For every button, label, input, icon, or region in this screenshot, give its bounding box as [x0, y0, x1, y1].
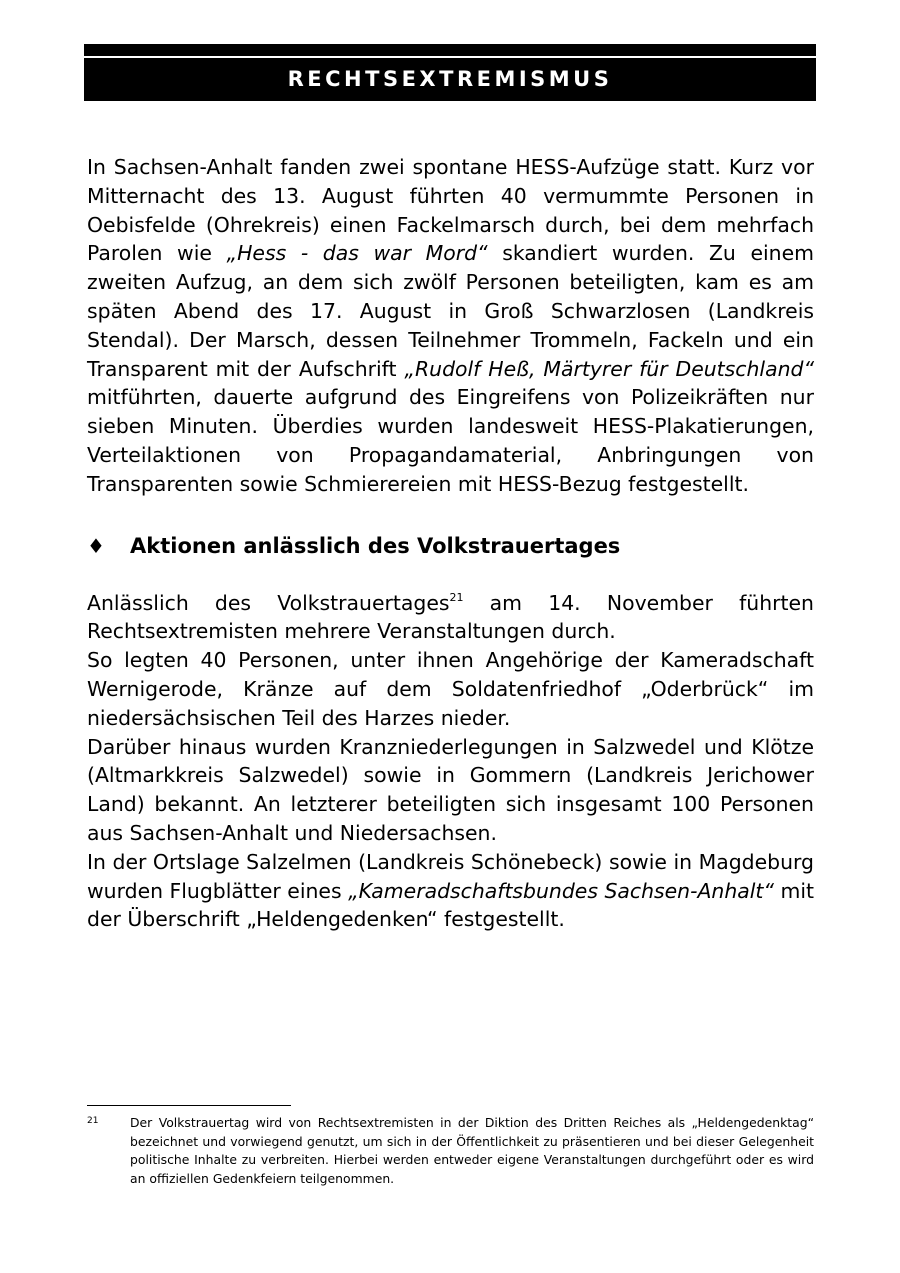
footnote-text: Der Volkstrauertag wird von Rechtsextremisten in der Diktion des Dritten Reiches als „Heldengedenktag“ bezeichnet und vorwiegend genutzt, um sich in der Öffentlichkeit zu präsentieren und bei dieser Gelegenheit politische Inhalte zu verbreiten. Hierbei werden entweder eigene Veranstaltungen durchgeführt oder es wird an offiziellen Gedenkfeiern teilgenommen. — [130, 1115, 814, 1186]
section-paragraph-1 — [87, 589, 814, 647]
main-content — [87, 153, 814, 934]
section-p4-quote: „Kameradschaftsbundes Sachsen-Anhalt“ — [348, 878, 774, 903]
section-p4-text-before: In der Ortslage Salzelmen (Landkreis Schönebeck) sowie in Magdeburg wurden Flugblätter eines — [87, 849, 814, 903]
footnote — [87, 1114, 814, 1188]
section-body — [87, 589, 814, 935]
diamond-bullet-icon: ♦ — [87, 533, 105, 558]
intro-text-1: In Sachsen-Anhalt fanden zwei spontane HESS-Aufzüge statt. Kurz vor Mitternacht des 13. August führten 40 vermummte Personen in Oebisfelde (Ohrekreis) einen Fackelmarsch durch, bei dem mehrfach Parolen wie — [87, 155, 814, 266]
section-paragraph-3: Darüber hinaus wurden Kranzniederlegungen in Salzwedel und Klötze (Altmarkkreis Salzwedel) sowie in Gommern (Landkreis Jerichower Land) bekannt. An letzterer beteiligten sich insgesamt 100 Personen aus Sachsen-Anhalt und Niedersachsen. — [87, 734, 814, 845]
section-p1-text-after: am 14. November führten Rechtsextremisten mehrere Veranstaltungen durch. — [87, 590, 814, 644]
section-paragraph-4 — [87, 848, 814, 934]
footnote-number: 21 — [87, 1116, 99, 1126]
intro-quote-2: „Rudolf Heß, Märtyrer für Deutschland“ — [404, 356, 815, 381]
section-p4-text-after: mit der Überschrift „Heldengedenken“ festgestellt. — [87, 878, 814, 932]
intro-paragraph — [87, 153, 814, 499]
intro-text-3: mitführten, dauerte aufgrund des Eingreifens von Polizeikräften nur sieben Minuten. Überdies wurden landesweit HESS-Plakatierungen, Verteilaktionen von Propagandamaterial, Anbringungen von Transparenten sowie Schmierereien mit HESS-Bezug festgestellt. — [87, 385, 814, 496]
section-paragraph-2: So legten 40 Personen, unter ihnen Angehörige der Kameradschaft Wernigerode, Kränze auf dem Soldatenfriedhof „Oderbrück“ im niedersächsischen Teil des Harzes nieder. — [87, 648, 814, 730]
intro-quote-1: „Hess - das war Mord“ — [226, 241, 488, 266]
section-heading — [87, 531, 814, 561]
page-title: RECHTSEXTREMISMUS — [287, 67, 613, 91]
section-p1-text-before: Anlässlich des Volkstrauertages — [87, 590, 450, 615]
footnote-reference: 21 — [449, 590, 464, 604]
page-header — [84, 44, 816, 101]
footnote-divider — [87, 1105, 291, 1106]
intro-text-2: skandiert wurden. Zu einem zweiten Aufzug, an dem sich zwölf Personen beteiligten, kam es am späten Abend des 17. August in Groß Schwarzlosen (Landkreis Stendal). Der Marsch, dessen Teilnehmer Trommeln, Fackeln und ein Transparent mit der Aufschrift — [87, 241, 814, 381]
section-heading-text: Aktionen anlässlich des Volkstrauertages — [130, 533, 621, 558]
